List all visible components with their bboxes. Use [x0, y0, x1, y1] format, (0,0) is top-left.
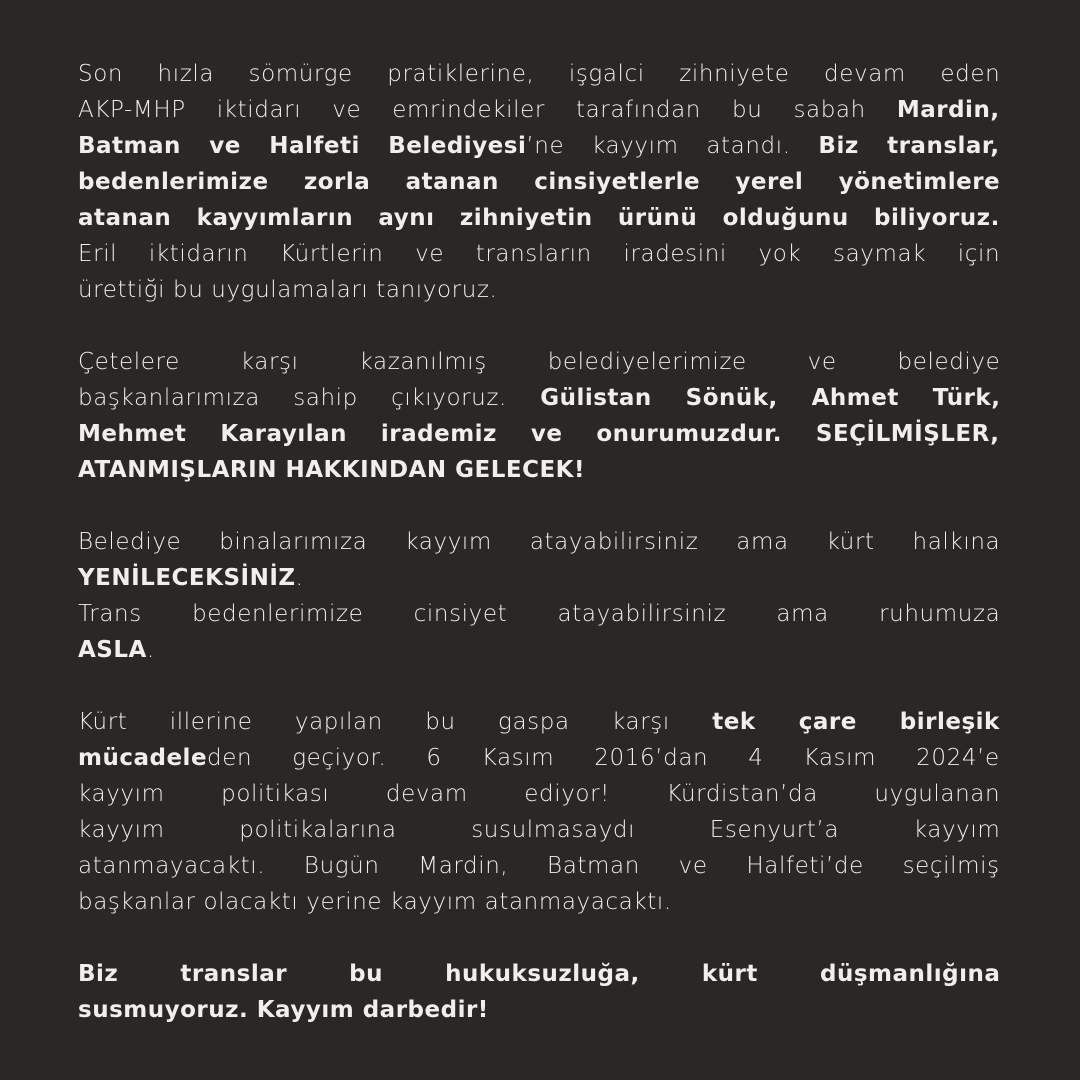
paragraph-4 [78, 704, 1000, 920]
bold-text: Gülistan Sönük, Ahmet Türk, [540, 385, 1001, 411]
bold-text: mücadele [78, 745, 208, 771]
text: Trans bedenlerimize cinsiyet atayabilirsiniz ama ruhumuza [78, 601, 1001, 627]
paragraph-3 [78, 524, 1000, 668]
bold-text: ASLA [78, 637, 147, 663]
text: ’ne kayyım atandı. [526, 133, 819, 159]
text: başkanlar olacaktı yerine kayyım atanmayacaktı. [78, 889, 672, 915]
bold-text: ATANMIŞLARIN HAKKINDAN GELECEK! [78, 457, 585, 483]
text-line [78, 272, 1000, 308]
text-line [78, 524, 1000, 560]
text: başkanlarımıza sahip çıkıyoruz. [78, 385, 541, 411]
text-line [78, 812, 1000, 848]
bold-text: Batman ve Halfeti Belediyesi [78, 133, 527, 159]
text-line [78, 344, 1000, 380]
text: kayyım politikalarına susulmasaydı Esenyurt’a kayyım [78, 817, 1001, 843]
text: ürettiği bu uygulamaları tanıyoruz. [78, 277, 498, 303]
text-line [78, 704, 1000, 740]
text: den geçiyor. 6 Kasım 2016’dan 4 Kasım 2024’e [207, 745, 1000, 771]
text: kayyım politikası devam ediyor! Kürdistan’da uygulanan [78, 781, 1001, 807]
text: Çetelere karşı kazanılmış belediyelerimize ve belediye [78, 349, 1001, 375]
text-line [78, 956, 1000, 992]
bold-text: atanan kayyımların aynı zihniyetin ürünü olduğunu biliyoruz. [78, 205, 1000, 231]
text: . [295, 565, 304, 591]
bold-text: Biz translar, [818, 133, 1000, 159]
bold-text: susmuyoruz. Kayyım darbedir! [78, 997, 489, 1023]
text-line [78, 164, 1000, 200]
text-line [78, 56, 1000, 92]
text-line [78, 380, 1000, 416]
text-line [78, 200, 1000, 236]
text: Kürt illerine yapılan bu gaspa karşı [78, 709, 713, 735]
text-line [78, 452, 1000, 488]
text-line [78, 236, 1000, 272]
text-line [78, 632, 1000, 668]
text: AKP-MHP iktidarı ve emrindekiler tarafından bu sabah [78, 97, 897, 123]
text-line [78, 848, 1000, 884]
bold-text: Mehmet Karayılan irademiz ve onurumuzdur. SEÇİLMİŞLER, [78, 421, 1000, 447]
text-line [78, 740, 1000, 776]
text-line [78, 560, 1000, 596]
text: . [146, 637, 155, 663]
text-line [78, 128, 1000, 164]
paragraph-2 [78, 344, 1000, 488]
text-line [78, 776, 1000, 812]
paragraph-1 [78, 56, 1000, 308]
paragraph-5 [78, 956, 1000, 1028]
bold-text: YENİLECEKSİNİZ [78, 565, 296, 591]
text: Eril iktidarın Kürtlerin ve transların iradesini yok saymak için [78, 241, 1001, 267]
bold-text: bedenlerimize zorla atanan cinsiyetlerle yerel yönetimlere [78, 169, 1001, 195]
bold-text: Mardin, [896, 97, 1000, 123]
text-line [78, 992, 1000, 1028]
bold-text: tek çare birleşik [712, 709, 1000, 735]
text-line [78, 92, 1000, 128]
text-line [78, 884, 1000, 920]
text-line [78, 416, 1000, 452]
text: Son hızla sömürge pratiklerine, işgalci zihniyete devam eden [78, 61, 1001, 87]
text: atanmayacaktı. Bugün Mardin, Batman ve Halfeti’de seçilmiş [78, 853, 1000, 879]
text: Belediye binalarımıza kayyım atayabilirsiniz ama kürt halkına [78, 529, 1001, 555]
text-line [78, 596, 1000, 632]
bold-text: Biz translar bu hukuksuzluğa, kürt düşmanlığına [78, 961, 1001, 987]
